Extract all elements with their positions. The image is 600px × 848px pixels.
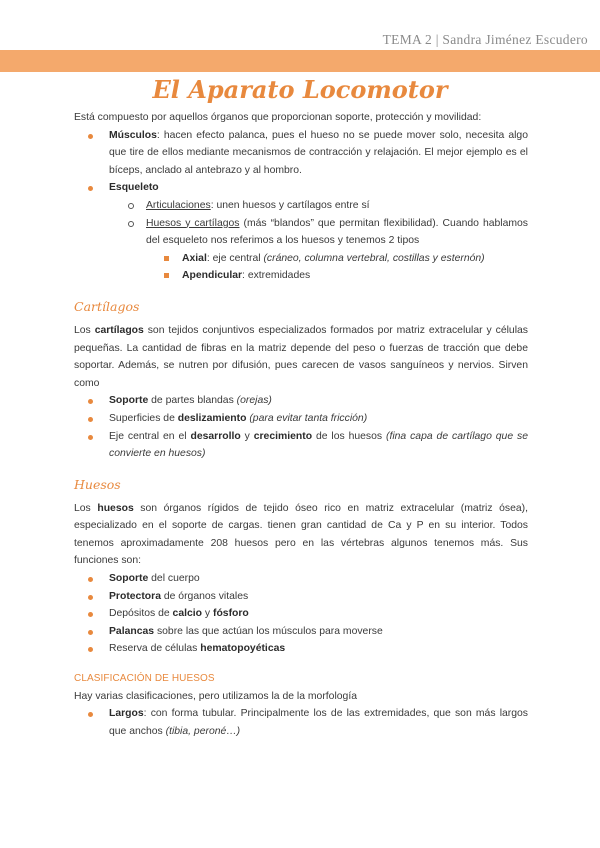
articulaciones-label: Articulaciones [146,199,211,211]
esqueleto-label: Esqueleto [109,182,159,194]
list-item-huesos-cartilagos [74,215,528,250]
list-item: Eje central en el desarrollo y crecimiento de los huesos (fina capa de cartílago que se convierte en huesos) [74,428,528,463]
document-body [74,109,528,740]
clasificacion-intro: Hay varias clasificaciones, pero utilizamos la de la morfología [74,690,357,702]
bullet-icon [88,417,93,422]
bullet-icon [88,630,93,635]
apendicular-label: Apendicular [182,270,243,282]
bullet-icon [88,134,93,139]
axial-italic: (cráneo, columna vertebral, costillas y esternón) [263,252,485,264]
page-header [0,0,600,72]
intro-paragraph: Está compuesto por aquellos órganos que proporcionan soporte, protección y movilidad: [74,112,482,123]
subheading-clasificacion: CLASIFICACIÓN DE HUESOS [74,673,215,685]
main-list [74,127,528,285]
list-item: Depósitos de calcio y fósforo [74,605,528,623]
header-bar [0,50,600,72]
square-bullet-icon [164,256,169,261]
bullet-icon [88,435,93,440]
articulaciones-text: : unen huesos y cartílagos entre sí [210,199,370,211]
list-item-articulaciones [74,197,528,215]
list-item: Soporte del cuerpo [74,570,528,588]
clasificacion-list [74,705,528,740]
cartilagos-paragraph: Los cartílagos son tejidos conjuntivos especializados formados por matriz extracelular y células pequeñas. La cantidad de fibras en la matriz depende del peso o fuerzas de tracción que debe soportar. Además, se nutren por difusión, pues carecen de vasos sanguíneos y nervios. Sirven como [74,324,528,389]
axial-label: Axial [182,252,207,264]
page-title: El Aparato Locomotor [152,75,448,104]
bullet-icon [88,612,93,617]
apendicular-text: : extremidades [242,270,311,282]
header-text: TEMA 2 | Sandra Jiménez Escudero [382,32,588,47]
list-item: Reserva de células hematopoyéticas [74,640,528,658]
bullet-icon [88,186,93,191]
bullet-icon [88,577,93,582]
huesos-paragraph: Los huesos son órganos rígidos de tejido óseo rico en matriz extracelular (matriz ósea), especializado en el soporte de cargas. tienen gran cantidad de Ca y P en su interior. Todos tenemos aproximadamente 208 huesos pero en las vértebras algunos tenemos más. Sus funciones son: [74,502,529,567]
section-title-cartilagos: Cartílagos [74,298,140,314]
list-item-musculos [74,127,528,180]
square-bullet-icon [164,273,169,278]
bullet-icon [88,647,93,652]
musculos-label: Músculos [109,129,157,141]
circle-bullet-icon [128,221,134,227]
bullet-icon [88,399,93,404]
huesos-cartilagos-text: (más “blandos” que permitan flexibilidad). Cuando hablamos del esqueleto nos referimos a los huesos y tenemos 2 tipos [146,217,528,247]
list-item-axial [74,250,528,268]
huesos-list [74,570,528,658]
axial-text: : eje central [206,252,264,264]
musculos-text: : hacen efecto palanca, pues el hueso no se puede mover solo, necesita algo que tire de ellos mediante mecanismos de contracción y relajación. El mejor ejemplo es el bíceps, anclado al antebrazo y al hombro. [109,129,528,176]
list-item: Protectora de órganos vitales [74,588,528,606]
circle-bullet-icon [128,203,134,209]
list-item: Palancas sobre las que actúan los músculos para moverse [74,623,528,641]
bullet-icon [88,712,93,717]
list-item-esqueleto [74,179,528,197]
cartilagos-list [74,392,528,462]
list-item-largos: Largos: con forma tubular. Principalmente los de las extremidades, que son más largos que anchos (tibia, peroné…) [74,705,528,740]
section-title-huesos: Huesos [74,476,121,492]
list-item: Superficies de deslizamiento (para evitar tanta fricción) [74,410,528,428]
bullet-icon [88,595,93,600]
huesos-cartilagos-label: Huesos y cartílagos [146,217,240,229]
list-item-apendicular [74,267,528,285]
list-item: Soporte de partes blandas (orejas) [74,392,528,410]
